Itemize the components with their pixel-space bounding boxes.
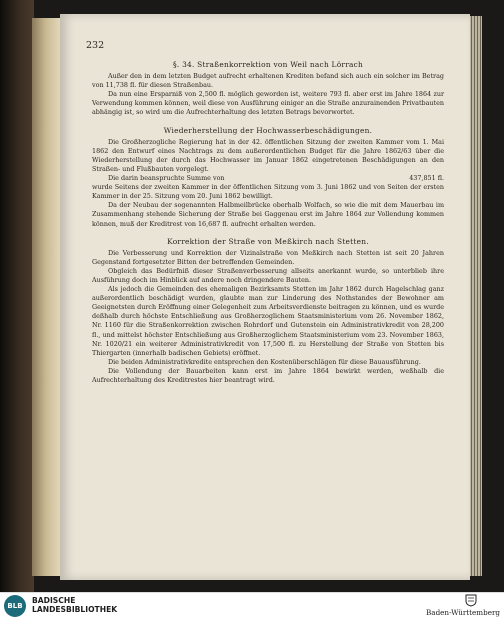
amount-label: Die darin beanspruchte Summe von: [108, 174, 225, 183]
paragraph: Da der Neubau der sogenannten Halbmeilbrücke oberhalb Wolfach, so wie die mit dem Mauerbau im Zusammenhang stehende Sicherung der Straße bei Gaggenau erst im Jahre 1864 zur Vollendung kommen können, muß der Kreditrest von 16,687 fl. aufrecht erhalten werden.: [92, 201, 444, 228]
library-name-line1: BADISCHE: [32, 596, 76, 605]
paragraph: Die Verbesserung und Korrektion der Vizinalstraße von Meßkirch nach Stetten ist seit 20 Jahren Gegenstand fortgesetzter Bitten der betreffenden Gemeinden.: [92, 248, 444, 266]
book-binding: [0, 0, 34, 592]
book-page-edge: [32, 18, 62, 576]
state-name[interactable]: Baden-Württemberg: [426, 608, 500, 617]
blb-logo-icon[interactable]: BLB: [4, 595, 26, 617]
paragraph: Außer den in dem letzten Budget aufrecht erhaltenen Krediten befand sich auch ein solcher im Betrag von 11,738 fl. für diesen Straßenbau.: [92, 72, 444, 90]
paragraph: wurde Seitens der zweiten Kammer in der öffentlichen Sitzung vom 3. Juni 1862 und von Seiten der ersten Kammer in der 25. Sitzung vom 20. Juni 1862 bewilligt.: [92, 183, 444, 201]
paragraph: Obgleich das Bedürfniß dieser Straßenverbesserung allseits anerkannt wurde, so unterblieb ihre Ausführung doch im Hinblick auf andere noch dringendere Bauten.: [92, 266, 444, 284]
book-page: [60, 14, 470, 580]
section-heading: Korrektion der Straße von Meßkirch nach Stetten.: [167, 236, 369, 246]
section-gap: [92, 118, 444, 126]
paragraph: Die Großherzogliche Regierung hat in der 42. öffentlichen Sitzung der zweiten Kammer vom 1. Mai 1862 den Entwurf eines Nachtrags zu dem außerordentlichen Budget für die Jahre 1862/63 über die Wiederherstellung der durch das Hochwasser im Januar 1862 eingetretenen Beschädigungen an den Straßen- und Flußbauten vorgelegt.: [92, 137, 444, 173]
page-text: [92, 60, 444, 385]
paragraph: Da nun eine Ersparniß von 2,500 fl. möglich geworden ist, weitere 793 fl. aber erst im Jahre 1864 zur Verwendung kommen können, weil diese von Ausführung einiger an die Straße anzurainenden Privatbauten abhängig ist, so wird um die Aufrechterhaltung des letzten Betrags bevorwortet.: [92, 90, 444, 117]
page-stack-edge: [468, 16, 482, 576]
footer-bar: [0, 592, 504, 619]
section-gap: [92, 229, 444, 237]
library-name[interactable]: [32, 596, 117, 614]
paragraph: Die beiden Administrativkredite entsprechen den Kostenüberschlägen für diese Bauausführung.: [108, 357, 421, 366]
paragraph: Die Vollendung der Bauarbeiten kann erst im Jahre 1864 bewirkt werden, weßhalb die Aufrechterhaltung des Kreditrestes hier beantragt wird.: [92, 366, 444, 384]
amount-row: [92, 174, 444, 183]
amount-value: 437,851 fl.: [409, 174, 444, 183]
section-heading: §. 34. Straßenkorrektion von Weil nach Lörrach: [172, 60, 364, 69]
crest-icon: [464, 593, 478, 607]
library-name-line2: LANDESBIBLIOTHEK: [32, 605, 118, 614]
section-heading: Wiederherstellung der Hochwasserbeschädigungen.: [163, 125, 373, 135]
paragraph: Als jedoch die Gemeinden des ehemaligen Bezirksamts Stetten im Jahr 1862 durch Hagelschlag ganz außerordentlich beschädigt wurden, glaubte man zur Linderung des Nothstandes der Bewohner am Geeignetsten durch Eröffnung einer Gelegenheit zum Arbeitsverdienste beitragen zu können, und es wurde deßhalb durch höchste Entschließung aus Großherzoglichem Staatsministerium vom 26. November 1862, Nr. 1160 für die Straßenkorrektion zwischen Rohrdorf und Gutenstein ein Administrativkredit von 28,200 fl., und mittelst höchster Entschließung aus Großherzoglichem Staatsministerium vom 23. November 1863, Nr. 1020/21 ein weiterer Administrativkredit von 17,500 fl. zu Herstellung der Straße von Stetten bis Thiergarten (innerhalb badischen Gebiets) eröffnet.: [92, 285, 444, 357]
page-number: 232: [86, 40, 105, 51]
